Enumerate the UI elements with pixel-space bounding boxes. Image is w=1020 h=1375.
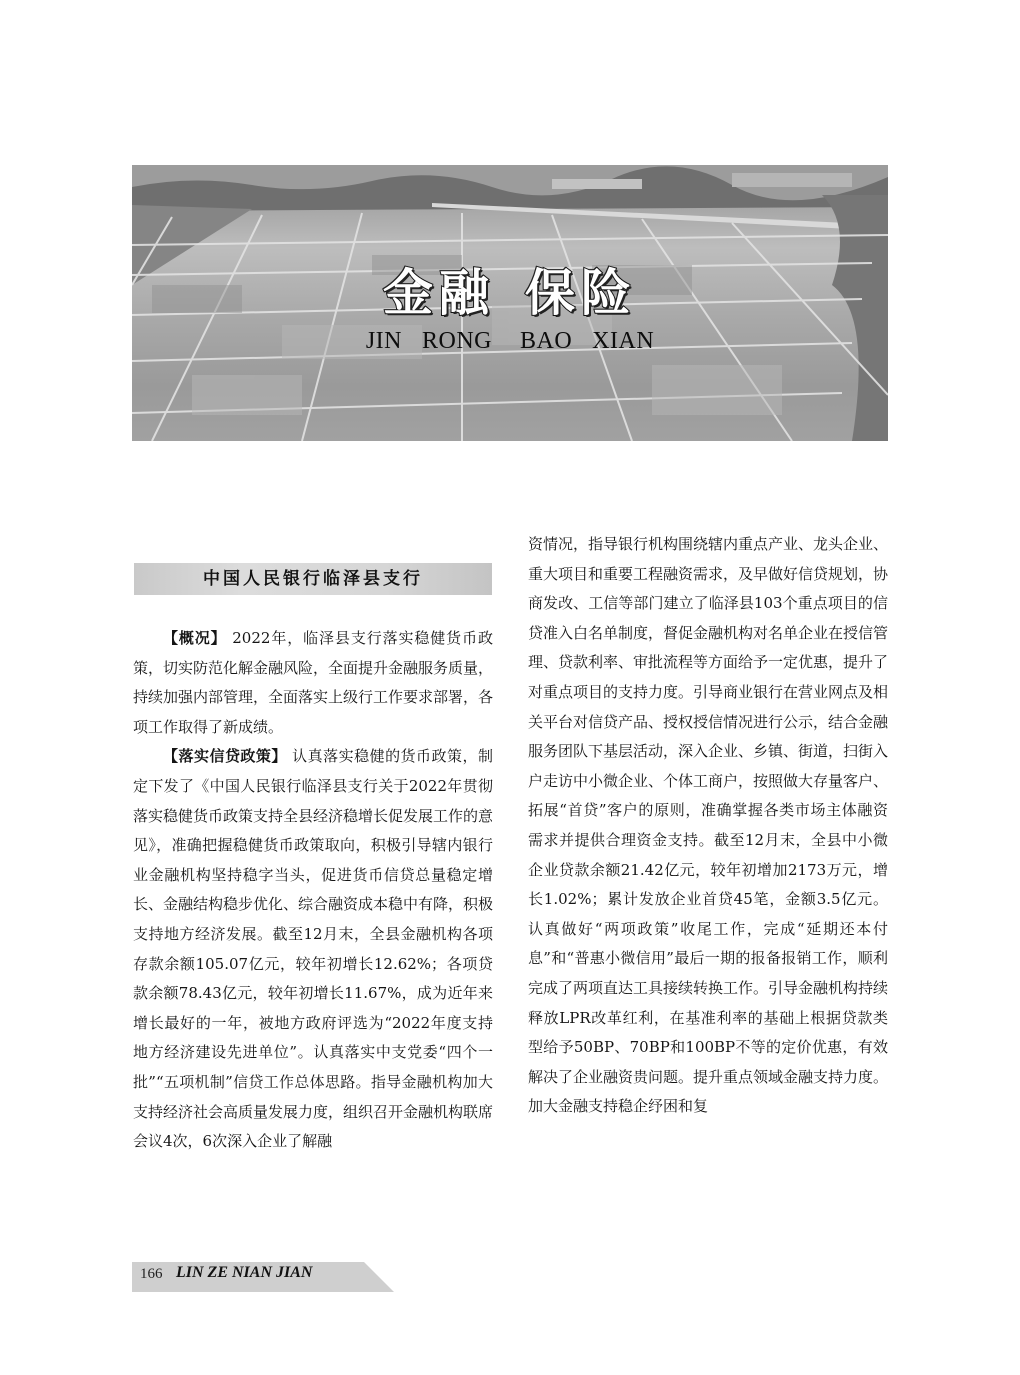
page-number: 166 bbox=[140, 1266, 163, 1282]
paragraph-text: 2022年，临泽县支行落实稳健货币政策，切实防范化解金融风险，全面提升金融服务质量，持续加强内部管理，全面落实上级行工作要求部署，各项工作取得了新成绩。 bbox=[133, 629, 494, 736]
subtitle-word: JIN bbox=[365, 328, 402, 354]
subtitle-word: XIAN bbox=[592, 328, 655, 354]
right-column bbox=[528, 530, 888, 1122]
paragraph-tag: 【概况】 bbox=[163, 629, 227, 647]
section-heading: 中国人民银行临泽县支行 bbox=[134, 563, 492, 595]
paragraph-credit-policy bbox=[133, 742, 493, 1156]
subtitle-word: RONG bbox=[421, 328, 492, 354]
paragraph-tag: 【落实信贷政策】 bbox=[163, 747, 287, 766]
banner-title-part2: 保险 bbox=[525, 264, 637, 322]
left-column bbox=[133, 624, 493, 1157]
banner-title-part1: 金融 bbox=[383, 264, 495, 322]
subtitle-word: BAO bbox=[520, 328, 573, 354]
paragraph-text: 认真落实稳健的货币政策，制定下发了《中国人民银行临泽县支行关于2022年贯彻落实稳健货币政策支持全县经济稳增长促发展工作的意见》，准确把握稳健货币政策取向，积极引导辖内银行业金融机构坚持稳字当头，促进货币信贷总量稳定增长、金融结构稳步优化、综合融资成本稳中有降，积极支持地方经济发展。截至12月末，全县金融机构各项存款余额105.07亿元，较年初增长12.62%；各项贷款余额78.43亿元，较年初增长11.67%，成为近年来增长最好的一年，被地方政府评选为“2022年度支持地方经济建设先进单位”。认真落实中支党委“四个一批”“五项机制”信贷工作总体思路。指导金融机构加大支持经济社会高质量发展力度，组织召开金融机构联席会议4次，6次深入企业了解融 bbox=[133, 747, 494, 1151]
header-banner bbox=[132, 165, 888, 441]
paragraph-overview bbox=[133, 624, 493, 742]
banner-subtitle bbox=[132, 328, 888, 355]
banner-title bbox=[132, 253, 888, 325]
paragraph-continued: 资情况，指导银行机构围绕辖内重点产业、龙头企业、重大项目和重要工程融资需求，及早做好信贷规划，协商发改、工信等部门建立了临泽县103个重点项目的信贷准入白名单制度，督促金融机构对名单企业在授信管理、贷款利率、审批流程等方面给予一定优惠，提升了对重点项目的支持力度。引导商业银行在营业网点及相关平台对信贷产品、授权授信情况进行公示，结合金融服务团队下基层活动，深入企业、乡镇、街道，扫街入户走访中小微企业、个体工商户，按照做大存量客户、拓展“首贷”客户的原则，准确掌握各类市场主体融资需求并提供合理资金支持。截至12月末，全县中小微企业贷款余额21.42亿元，较年初增加2173万元，增长1.02%；累计发放企业首贷45笔，金额3.5亿元。认真做好“两项政策”收尾工作，完成“延期还本付息”和“普惠小微信用”最后一期的报备报销工作，顺利完成了两项直达工具接续转换工作。引导金融机构持续释放LPR改革红利，在基准利率的基础上根据贷款类型给予50BP、70BP和100BP不等的定价优惠，有效解决了企业融资贵问题。提升重点领域金融支持力度。加大金融支持稳企纾困和复 bbox=[528, 535, 889, 1116]
journal-name: LIN ZE NIAN JIAN bbox=[176, 1264, 313, 1281]
